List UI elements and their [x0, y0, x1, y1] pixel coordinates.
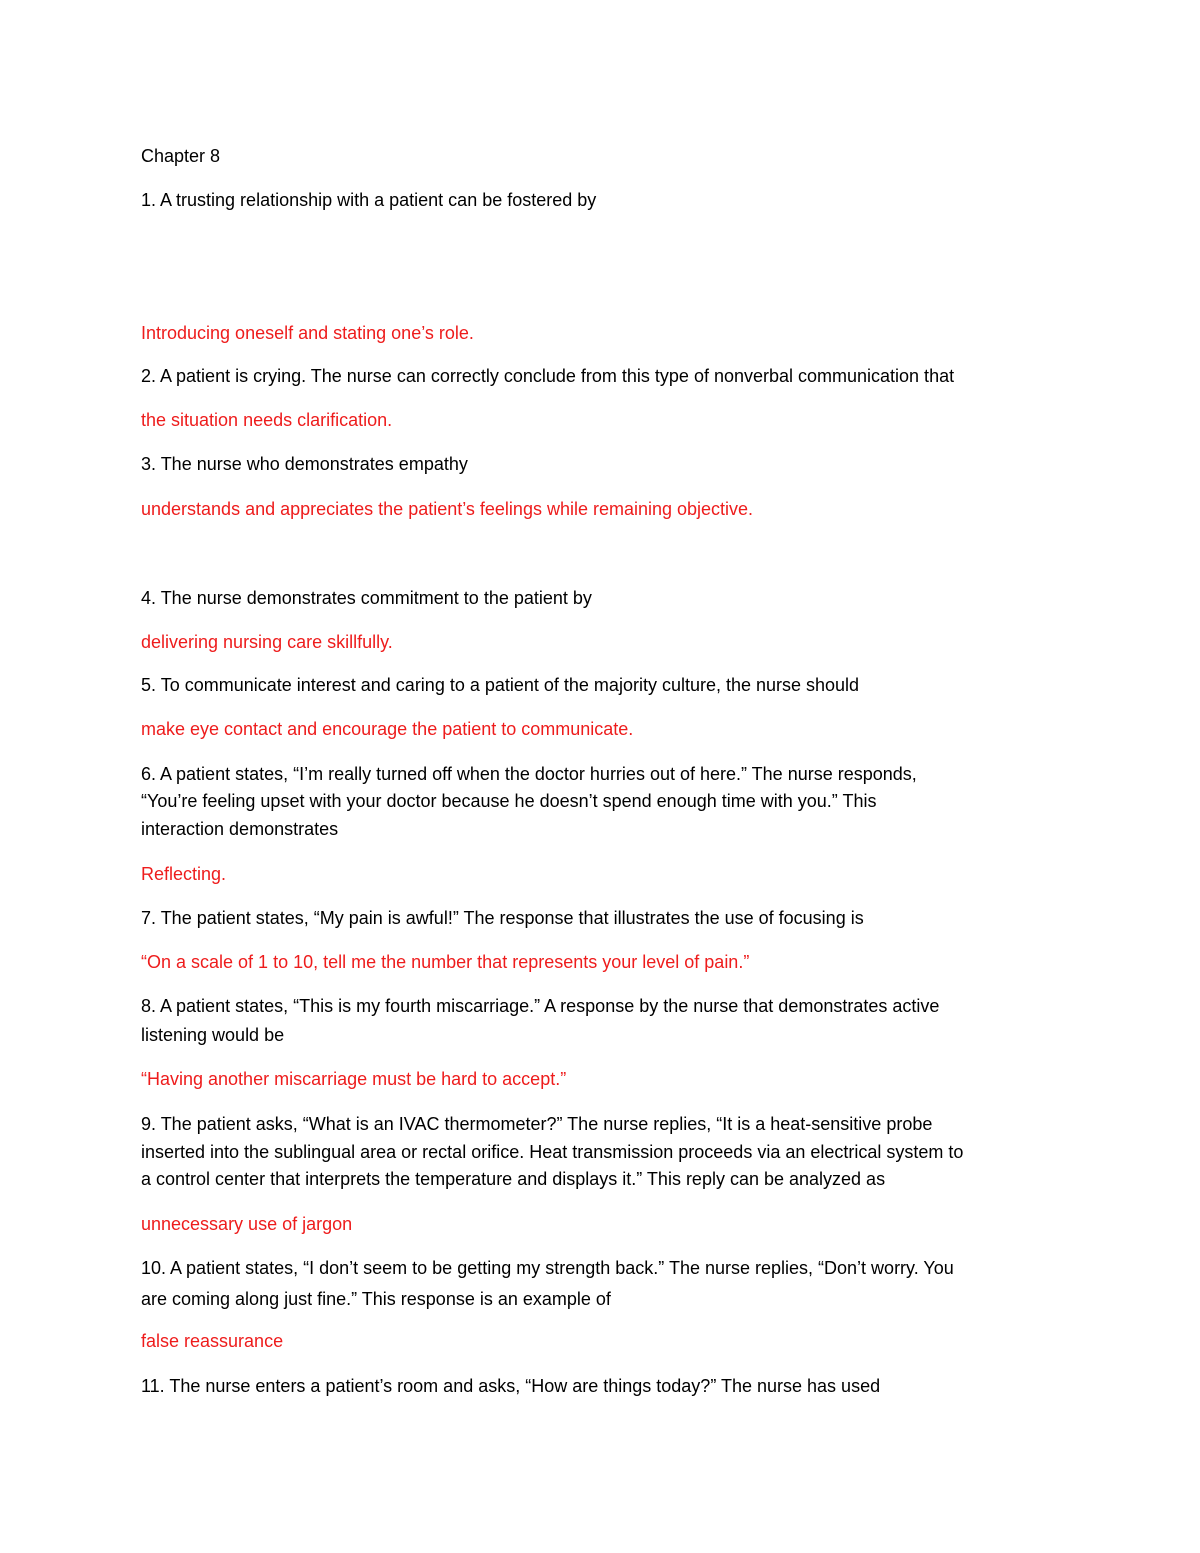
- answer-2: the situation needs clarification.: [141, 410, 393, 430]
- question-5: 5. To communicate interest and caring to a patient of the majority culture, the nurse should: [141, 675, 860, 695]
- question-8-line-2: listening would be: [141, 1025, 285, 1045]
- question-11: 11. The nurse enters a patient’s room and asks, “How are things today?” The nurse has used: [141, 1376, 881, 1396]
- answer-6: Reflecting.: [141, 864, 227, 884]
- question-7: 7. The patient states, “My pain is awful!” The response that illustrates the use of focusing is: [141, 908, 864, 928]
- question-6-line-1: 6. A patient states, “I’m really turned off when the doctor hurries out of here.” The nurse responds,: [141, 764, 917, 784]
- question-10-line-2: are coming along just fine.” This response is an example of: [141, 1289, 611, 1309]
- answer-1: Introducing oneself and stating one’s role.: [141, 323, 474, 343]
- question-2: 2. A patient is crying. The nurse can correctly conclude from this type of nonverbal communication that: [141, 366, 955, 386]
- answer-5: make eye contact and encourage the patient to communicate.: [141, 719, 634, 739]
- question-6-line-3: interaction demonstrates: [141, 819, 339, 839]
- question-3: 3. The nurse who demonstrates empathy: [141, 454, 468, 474]
- question-9-line-2: inserted into the sublingual area or rectal orifice. Heat transmission proceeds via an electrical system to: [141, 1142, 964, 1162]
- question-9-line-3: a control center that interprets the temperature and displays it.” This reply can be analyzed as: [141, 1169, 886, 1189]
- answer-8: “Having another miscarriage must be hard to accept.”: [141, 1069, 567, 1089]
- answer-7: “On a scale of 1 to 10, tell me the number that represents your level of pain.”: [141, 952, 750, 972]
- question-6-line-2: “You’re feeling upset with your doctor because he doesn’t spend enough time with you.” This: [141, 791, 877, 811]
- answer-4: delivering nursing care skillfully.: [141, 632, 393, 652]
- answer-3: understands and appreciates the patient’s feelings while remaining objective.: [141, 499, 754, 519]
- answer-9: unnecessary use of jargon: [141, 1214, 353, 1234]
- question-4: 4. The nurse demonstrates commitment to the patient by: [141, 588, 592, 608]
- question-9-line-1: 9. The patient asks, “What is an IVAC thermometer?” The nurse replies, “It is a heat-sensitive probe: [141, 1114, 933, 1134]
- question-1: 1. A trusting relationship with a patient can be fostered by: [141, 190, 597, 210]
- answer-10: false reassurance: [141, 1331, 284, 1351]
- question-8-line-1: 8. A patient states, “This is my fourth miscarriage.” A response by the nurse that demonstrates active: [141, 996, 940, 1016]
- question-10-line-1: 10. A patient states, “I don’t seem to be getting my strength back.” The nurse replies, “Don’t worry. You: [141, 1258, 954, 1278]
- page-title: Chapter 8: [141, 146, 221, 166]
